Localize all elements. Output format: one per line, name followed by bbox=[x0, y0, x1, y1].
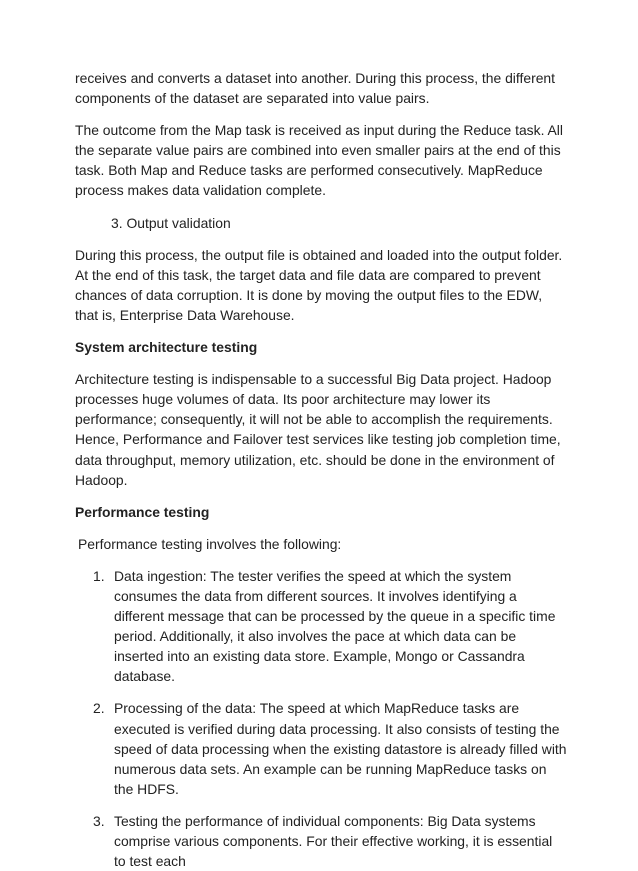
paragraph-map-task: receives and converts a dataset into another. During this process, the different components of the dataset are separated into value pairs. bbox=[75, 70, 556, 107]
list-item bbox=[75, 698, 567, 798]
list-item-number: 2. bbox=[93, 700, 105, 717]
list-item bbox=[75, 566, 567, 687]
paragraph-architecture-testing: Architecture testing is indispensable to a successful Big Data project. Hadoop processes huge volumes of data. Its poor architecture may lower its performance; consequently, it will not be able to accomplish the requirements. Hence, Performance and Failover test services like testing job completion time, data throughput, memory utilization, etc. should be done in the environment of Hadoop. bbox=[75, 371, 561, 488]
performance-testing-list bbox=[75, 566, 567, 871]
paragraph-output-validation: During this process, the output file is obtained and loaded into the output folder. At the end of this task, the target data and file data are compared to prevent chances of data corruption. It is done by moving the output files to the EDW, that is, Enterprise Data Warehouse. bbox=[75, 246, 563, 323]
paragraph-performance-intro: Performance testing involves the following: bbox=[78, 535, 342, 552]
list-item-text: Processing of the data: The speed at which MapReduce tasks are executed is verified during data processing. It also consists of testing the speed of data processing when the existing datastore is already filled with numerous data sets. An example can be running MapReduce tasks on the HDFS. bbox=[114, 700, 567, 797]
list-item-text: Data ingestion: The tester verifies the speed at which the system consumes the data from different sources. It involves identifying a different message that can be processed by the queue in a specific time period. Additionally, it also involves the pace at which data can be inserted into an existing data store. Example, Mongo or Cassandra database. bbox=[114, 567, 556, 685]
list-item bbox=[75, 811, 567, 871]
list-item-output-validation: 3. Output validation bbox=[111, 214, 231, 231]
document-body bbox=[75, 68, 567, 871]
list-item-number: 1. bbox=[93, 567, 105, 584]
paragraph-reduce-task: The outcome from the Map task is received as input during the Reduce task. All the separate value pairs are combined into even smaller pairs at the end of this task. Both Map and Reduce tasks are performed consecutively. MapReduce process makes data validation complete. bbox=[75, 122, 563, 199]
list-item-text: Testing the performance of individual components: Big Data systems comprise various components. For their effective working, it is essential to test each bbox=[114, 812, 553, 870]
heading-performance-testing: Performance testing bbox=[75, 503, 210, 520]
heading-system-architecture-testing: System architecture testing bbox=[75, 339, 258, 356]
list-item-number: 3. bbox=[93, 812, 105, 829]
